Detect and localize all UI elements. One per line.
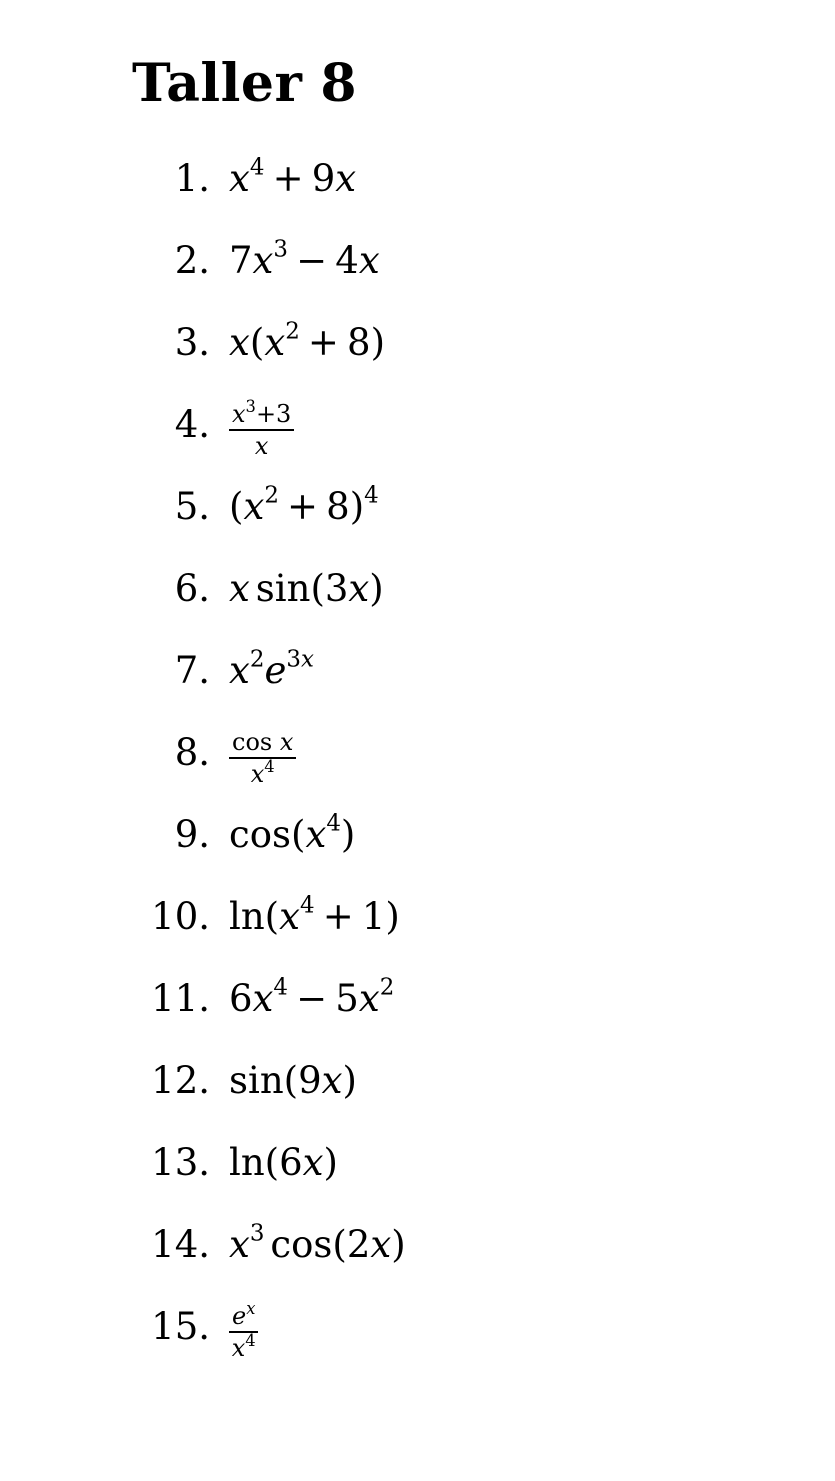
list-item	[0, 475, 835, 557]
math-expression: $(x^2 + 8)^4$	[229, 482, 379, 528]
item-number: 1.	[174, 157, 210, 200]
list-item	[0, 1131, 835, 1213]
item-number: 2.	[174, 239, 210, 282]
item-number: 3.	[174, 321, 210, 364]
item-number: 12.	[151, 1059, 210, 1102]
math-expression: $\cos(x^4)$	[229, 810, 356, 856]
list-item	[0, 885, 835, 967]
fraction: $\frac{\text{cos x}}{x^4}$	[229, 728, 296, 788]
math-expression: $7x^3 - 4x$	[229, 236, 380, 282]
item-number: 15.	[151, 1305, 210, 1348]
item-number: 11.	[151, 977, 210, 1020]
math-expression: $x^2e^{3x}$	[229, 646, 314, 692]
math-expression: x sin(3x)	[229, 567, 384, 610]
math-expression: $x^4 + 9x$	[229, 154, 357, 200]
math-expression: $6x^4 - 5x^2$	[229, 974, 395, 1020]
math-expression	[229, 393, 294, 458]
math-expression	[229, 721, 296, 786]
item-number: 5.	[174, 485, 210, 528]
list-item	[0, 1049, 835, 1131]
math-expression: $\ln(x^4 + 1)$	[229, 892, 400, 938]
math-expression	[229, 1295, 258, 1360]
math-expression: $x^3$ cos(2x)	[229, 1220, 406, 1266]
list-item	[0, 803, 835, 885]
item-number: 6.	[174, 567, 210, 610]
list-item	[0, 147, 835, 229]
list-item	[0, 311, 835, 393]
item-number: 9.	[174, 813, 210, 856]
item-number: 8.	[174, 731, 210, 774]
exercise-list	[0, 147, 835, 1377]
item-number: 14.	[151, 1223, 210, 1266]
title-word: Taller	[132, 53, 303, 114]
math-expression: $x(x^2 + 8)$	[229, 318, 386, 364]
list-item	[0, 721, 835, 803]
list-item	[0, 639, 835, 721]
item-number: 10.	[151, 895, 210, 938]
item-number: 4.	[174, 403, 210, 446]
title-number: 8	[320, 53, 358, 114]
list-item	[0, 1213, 835, 1295]
list-item	[0, 967, 835, 1049]
list-item	[0, 557, 835, 639]
math-expression: sin(9x)	[229, 1059, 357, 1102]
fraction: $\frac{x^3+3}{x}$	[229, 400, 294, 460]
math-expression: ln(6x)	[229, 1141, 338, 1184]
item-number: 7.	[174, 649, 210, 692]
list-item	[0, 229, 835, 311]
list-item	[0, 393, 835, 475]
fraction: $\frac{e^x}{x^4}$	[229, 1302, 258, 1362]
item-number: 13.	[151, 1141, 210, 1184]
page-title	[132, 52, 357, 116]
list-item	[0, 1295, 835, 1377]
